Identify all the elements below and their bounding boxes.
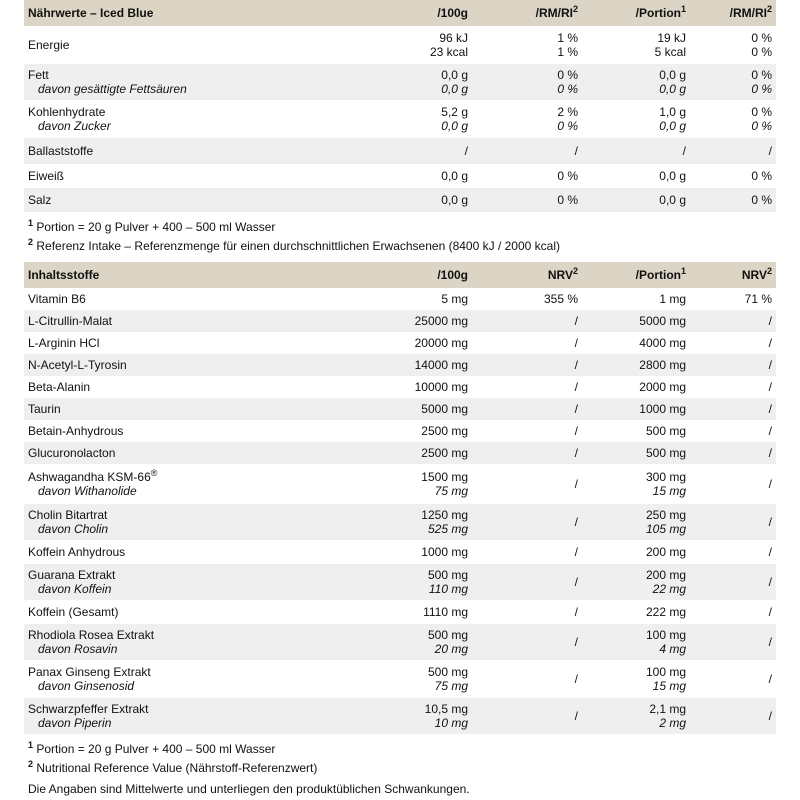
label: Ballaststoffe (28, 144, 94, 158)
value: / (574, 635, 578, 649)
value-cell (306, 26, 472, 64)
sub-label: davon Koffein (38, 582, 112, 596)
table-row (24, 464, 776, 504)
row-label (24, 288, 306, 310)
value-cell (690, 100, 776, 138)
value-cell (582, 138, 690, 164)
value: 1500 mg (421, 470, 468, 484)
footnote-1: $^1$ Portion = 20 g Pulver + 400 – 500 ml Wasser (28, 218, 276, 234)
value-cell (306, 376, 472, 398)
row-label (24, 310, 306, 332)
value-cell (582, 660, 690, 698)
value: 5000 mg (421, 402, 468, 416)
ingredients-body (24, 288, 776, 734)
value: 355 % (543, 292, 578, 306)
value: 71 % (744, 292, 772, 306)
value-cell (306, 564, 472, 600)
value: 2 % (557, 105, 578, 119)
value: / (768, 402, 772, 416)
value-cell (582, 64, 690, 100)
value: 2,1 mg (649, 702, 686, 716)
value: 0 % (751, 45, 772, 59)
value: 19 kJ (657, 31, 686, 45)
value-cell (582, 698, 690, 734)
ingredients-title: Inhaltsstoffe (24, 262, 306, 288)
value-cell (582, 420, 690, 442)
label: Kohlenhydrate (28, 105, 106, 119)
sub-label: davon Piperin (38, 716, 112, 730)
table-row (24, 660, 776, 698)
value-cell (472, 698, 582, 734)
value-cell (582, 504, 690, 540)
value: / (768, 545, 772, 559)
value: / (768, 515, 772, 529)
label: Glucuronolacton (28, 446, 116, 460)
value: / (574, 477, 578, 491)
value: 10 mg (434, 716, 468, 730)
value-cell (472, 442, 582, 464)
value-cell (306, 420, 472, 442)
row-label (24, 540, 306, 564)
value-cell (690, 288, 776, 310)
table-row (24, 138, 776, 164)
value: 300 mg (645, 470, 686, 484)
value-cell (472, 288, 582, 310)
value: / (574, 545, 578, 559)
value-cell (582, 624, 690, 660)
value-cell (472, 100, 582, 138)
value: / (574, 314, 578, 328)
col-per100: /100g (306, 262, 472, 288)
footnote-2: $^2$ Nutritional Reference Value (Nährstoff-Referenzwert) (28, 759, 318, 775)
value: 20 mg (434, 642, 468, 656)
value-cell (472, 504, 582, 540)
col-rmri: $/RM/RI^2$ (472, 0, 582, 26)
value: 96 kJ (439, 31, 468, 45)
value: / (574, 515, 578, 529)
value: 0,0 g (441, 169, 468, 183)
value: 0,0 g (441, 68, 468, 82)
value: / (682, 144, 686, 158)
value-cell (472, 464, 582, 504)
value: 0 % (557, 193, 578, 207)
value-cell (582, 354, 690, 376)
value: / (464, 144, 468, 158)
value: 0,0 g (441, 82, 468, 96)
row-label (24, 376, 306, 398)
ingredients-table (24, 262, 776, 734)
value: / (574, 672, 578, 686)
value-cell (690, 442, 776, 464)
value: 5 kcal (654, 45, 686, 59)
value: / (768, 605, 772, 619)
value-cell (582, 188, 690, 212)
label: Fett (28, 68, 49, 82)
value: 222 mg (645, 605, 686, 619)
col-per100: /100g (306, 0, 472, 26)
value-cell (690, 376, 776, 398)
value: 5000 mg (639, 314, 686, 328)
label: Guarana Extrakt (28, 568, 116, 582)
value-cell (690, 464, 776, 504)
value-cell (306, 354, 472, 376)
row-label (24, 624, 306, 660)
value: 20000 mg (414, 336, 468, 350)
value-cell (690, 26, 776, 64)
value: 10000 mg (414, 380, 468, 394)
value: / (574, 424, 578, 438)
row-label (24, 354, 306, 376)
value-cell (582, 164, 690, 188)
table-row (24, 164, 776, 188)
table-row (24, 288, 776, 310)
value-cell (306, 310, 472, 332)
value: 0,0 g (659, 169, 686, 183)
value: / (768, 446, 772, 460)
label: Eiweiß (28, 169, 65, 183)
value: 14000 mg (414, 358, 468, 372)
value: 0 % (751, 82, 772, 96)
value-cell (306, 624, 472, 660)
value-cell (306, 600, 472, 624)
value: / (574, 446, 578, 460)
value-cell (472, 310, 582, 332)
label: Rhodiola Rosea Extrakt (28, 628, 155, 642)
value: 0 % (751, 105, 772, 119)
value-cell (582, 310, 690, 332)
row-label (24, 164, 306, 188)
value-cell (582, 540, 690, 564)
nutrition-footnotes (24, 212, 776, 256)
value: / (768, 635, 772, 649)
row-label (24, 660, 306, 698)
row-label (24, 332, 306, 354)
col-portion: /Portion$^1$ (582, 262, 690, 288)
value-cell (690, 420, 776, 442)
value-cell (472, 376, 582, 398)
table-row (24, 310, 776, 332)
row-label (24, 698, 306, 734)
value-cell (472, 564, 582, 600)
value: 525 mg (427, 522, 468, 536)
table-row (24, 504, 776, 540)
table-row (24, 698, 776, 734)
value: 1000 mg (421, 545, 468, 559)
value: 200 mg (645, 545, 686, 559)
value-cell (306, 138, 472, 164)
row-label (24, 504, 306, 540)
value: 1 % (557, 31, 578, 45)
nutrition-title: Nährwerte – Iced Blue (24, 0, 306, 26)
value-cell (306, 188, 472, 212)
sub-label: davon Zucker (38, 119, 111, 133)
row-label (24, 420, 306, 442)
value-cell (472, 540, 582, 564)
value-cell (690, 600, 776, 624)
sub-label: davon Cholin (38, 522, 109, 536)
value-cell (582, 564, 690, 600)
value: / (768, 358, 772, 372)
value: 0 % (557, 119, 578, 133)
value: 1 mg (659, 292, 686, 306)
label: Energie (28, 38, 70, 52)
value-cell (306, 698, 472, 734)
value: 2500 mg (421, 446, 468, 460)
value-cell (306, 288, 472, 310)
label: N-Acetyl-L-Tyrosin (28, 358, 127, 372)
value: / (574, 336, 578, 350)
footnote-1: $^1$ Portion = 20 g Pulver + 400 – 500 ml Wasser (28, 740, 276, 756)
value: 23 kcal (429, 45, 468, 59)
value: 0,0 g (659, 68, 686, 82)
value: 0,0 g (659, 193, 686, 207)
footnote-2: $^2$ Referenz Intake – Referenzmenge für einen durchschnittlichen Erwachsenen (8400 kJ / 2000 kcal) (28, 237, 560, 253)
value-cell (472, 600, 582, 624)
value-cell (472, 398, 582, 420)
value-cell (690, 504, 776, 540)
value-cell (690, 354, 776, 376)
value: / (768, 336, 772, 350)
value: / (768, 477, 772, 491)
value: 1 % (557, 45, 578, 59)
value: / (574, 575, 578, 589)
value-cell (472, 624, 582, 660)
disclaimer: Die Angaben sind Mittelwerte und unterliegen den produktüblichen Schwankungen. (28, 782, 470, 796)
nutrition-body (24, 26, 776, 212)
table-row (24, 100, 776, 138)
value: 1000 mg (639, 402, 686, 416)
table-row (24, 188, 776, 212)
value: 1250 mg (421, 508, 468, 522)
value: 4000 mg (639, 336, 686, 350)
value: 1110 mg (423, 605, 468, 619)
value-cell (472, 188, 582, 212)
nutrition-table (24, 0, 776, 212)
row-label (24, 26, 306, 64)
value: / (574, 144, 578, 158)
value-cell (306, 464, 472, 504)
sub-label: davon gesättigte Fettsäuren (38, 82, 187, 96)
value: 0 % (557, 82, 578, 96)
value: 75 mg (434, 484, 468, 498)
value-cell (472, 660, 582, 698)
value: / (768, 672, 772, 686)
value: 500 mg (427, 628, 468, 642)
value: 0 % (751, 68, 772, 82)
value-cell (306, 332, 472, 354)
value: 2000 mg (639, 380, 686, 394)
value: / (768, 575, 772, 589)
value: 500 mg (645, 446, 686, 460)
value: 500 mg (427, 665, 468, 679)
value: 2 mg (659, 716, 686, 730)
value: 2500 mg (421, 424, 468, 438)
value: 200 mg (645, 568, 686, 582)
row-label (24, 188, 306, 212)
value: 15 mg (652, 484, 686, 498)
value: 500 mg (427, 568, 468, 582)
value-cell (472, 138, 582, 164)
table-row (24, 624, 776, 660)
value-cell (690, 398, 776, 420)
col-portion: /Portion$^1$ (582, 0, 690, 26)
value: 110 mg (428, 582, 468, 596)
value: 0,0 g (441, 193, 468, 207)
label: Beta-Alanin (28, 380, 91, 394)
value-cell (472, 354, 582, 376)
table-row (24, 564, 776, 600)
value-cell (472, 64, 582, 100)
value: 25000 mg (414, 314, 468, 328)
value: 10,5 mg (424, 702, 468, 716)
value-cell (306, 164, 472, 188)
value: / (574, 402, 578, 416)
value-cell (690, 624, 776, 660)
value: 0,0 g (659, 82, 686, 96)
table-row (24, 600, 776, 624)
value: / (768, 709, 772, 723)
value: 15 mg (652, 679, 686, 693)
value: 4 mg (659, 642, 686, 656)
label: Betain-Anhydrous (28, 424, 124, 438)
value-cell (306, 442, 472, 464)
value: 0 % (557, 169, 578, 183)
value: 0,0 g (659, 119, 686, 133)
table-row (24, 442, 776, 464)
col-rmri-portion: $/RM/RI^2$ (690, 0, 776, 26)
row-label (24, 464, 306, 504)
value: 105 mg (645, 522, 686, 536)
value: / (574, 380, 578, 394)
label: Vitamin B6 (28, 292, 86, 306)
value-cell (472, 26, 582, 64)
value: 0 % (751, 119, 772, 133)
table-row (24, 26, 776, 64)
value: 100 mg (645, 665, 686, 679)
value: / (768, 424, 772, 438)
value-cell (690, 64, 776, 100)
table-row (24, 64, 776, 100)
table-row (24, 540, 776, 564)
value: 100 mg (645, 628, 686, 642)
row-label (24, 398, 306, 420)
value-cell (690, 138, 776, 164)
value-cell (582, 376, 690, 398)
table-row (24, 376, 776, 398)
value: / (574, 605, 578, 619)
ingredients-header-row (24, 262, 776, 288)
value-cell (582, 26, 690, 64)
value: / (574, 358, 578, 372)
label: Ashwagandha KSM-66® (28, 468, 158, 484)
value-cell (472, 164, 582, 188)
value-cell (690, 332, 776, 354)
value: / (768, 380, 772, 394)
value-cell (582, 288, 690, 310)
value-cell (306, 504, 472, 540)
label: Cholin Bitartrat (28, 508, 108, 522)
value: 2800 mg (639, 358, 686, 372)
value-cell (582, 442, 690, 464)
row-label (24, 138, 306, 164)
nutrition-header-row (24, 0, 776, 26)
table-row (24, 398, 776, 420)
table-row (24, 354, 776, 376)
value-cell (472, 420, 582, 442)
row-label (24, 100, 306, 138)
row-label (24, 442, 306, 464)
value-cell (690, 564, 776, 600)
value-cell (690, 164, 776, 188)
value: 0,0 g (441, 119, 468, 133)
value-cell (306, 64, 472, 100)
value-cell (306, 100, 472, 138)
ingredients-footnotes (24, 734, 776, 778)
value: 0 % (751, 169, 772, 183)
label: Schwarzpfeffer Extrakt (28, 702, 149, 716)
label: Koffein (Gesamt) (28, 605, 119, 619)
value: / (768, 144, 772, 158)
value-cell (306, 540, 472, 564)
value: 500 mg (645, 424, 686, 438)
value: 22 mg (652, 582, 686, 596)
value-cell (690, 540, 776, 564)
table-row (24, 420, 776, 442)
value-cell (306, 660, 472, 698)
value-cell (690, 660, 776, 698)
sub-label: davon Rosavin (38, 642, 118, 656)
value-cell (582, 600, 690, 624)
value-cell (582, 332, 690, 354)
value-cell (582, 464, 690, 504)
label: L-Arginin HCl (28, 336, 100, 350)
label: Salz (28, 193, 52, 207)
value: 5,2 g (441, 105, 468, 119)
label: Koffein Anhydrous (28, 545, 126, 559)
page-content (24, 0, 776, 778)
value-cell (306, 398, 472, 420)
value: 75 mg (434, 679, 468, 693)
sub-label: davon Ginsenosid (38, 679, 135, 693)
value: 0 % (751, 31, 772, 45)
value: 250 mg (645, 508, 686, 522)
label: Panax Ginseng Extrakt (28, 665, 151, 679)
value-cell (690, 188, 776, 212)
value: 1,0 g (659, 105, 686, 119)
value-cell (690, 698, 776, 734)
value: 0 % (751, 193, 772, 207)
table-row (24, 332, 776, 354)
value-cell (582, 100, 690, 138)
value-cell (690, 310, 776, 332)
row-label (24, 564, 306, 600)
value: / (768, 314, 772, 328)
col-nrv: NRV$^2$ (472, 262, 582, 288)
value-cell (582, 398, 690, 420)
value: 0 % (557, 68, 578, 82)
value: / (574, 709, 578, 723)
sub-label: davon Withanolide (38, 484, 137, 498)
value-cell (472, 332, 582, 354)
value: 5 mg (441, 292, 468, 306)
label: Taurin (28, 402, 61, 416)
label: L-Citrullin-Malat (28, 314, 113, 328)
row-label (24, 600, 306, 624)
row-label (24, 64, 306, 100)
col-nrv-portion: NRV$^2$ (690, 262, 776, 288)
